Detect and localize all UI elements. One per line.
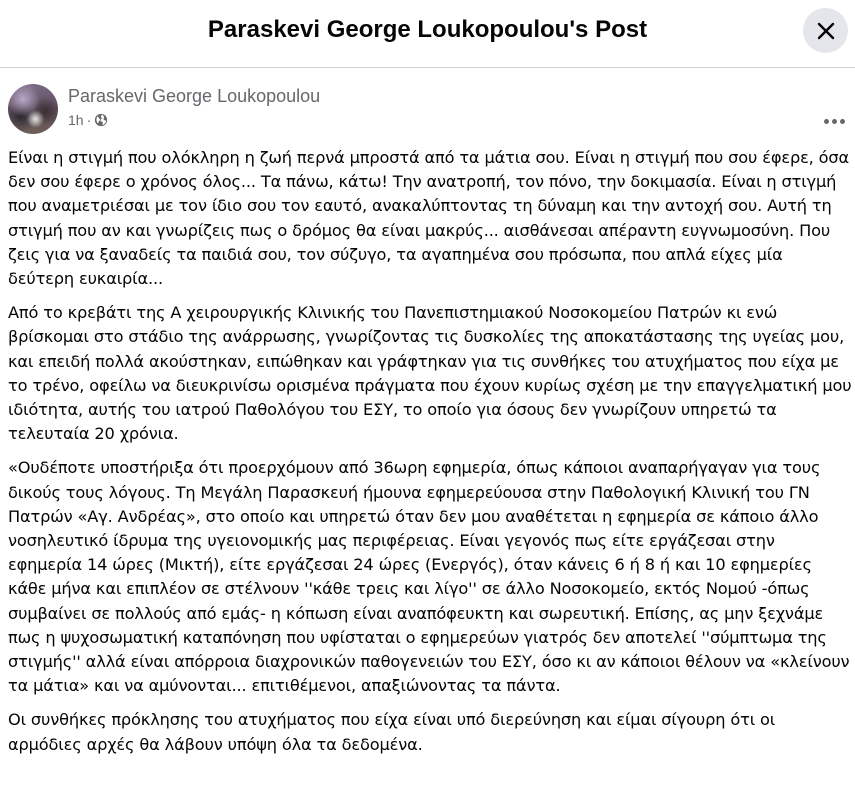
post-paragraph: Οι συνθήκες πρόκλησης του ατυχήματος που είχα είναι υπό διερεύνηση και είμαι σίγουρη ότι οι αρμόδιες αρχές θα λάβουν υπόψη όλα τα δεδομένα. (8, 710, 776, 754)
post-header (8, 84, 848, 134)
more-options-dot (840, 119, 845, 124)
author-name[interactable]: Paraskevi George Loukopoulou (68, 86, 321, 106)
post-paragraph: Από το κρεβάτι της Α χειρουργικής Κλινικής του Πανεπιστημιακού Νοσοκομείου Πατρών κι ενώ βρίσκομαι στο στάδιο της ανάρρωσης, γνωρίζοντας τις δυσκολίες της αποκατάστασης της υγείας μου, και επειδή πολλά ακούστηκαν, ειπώθηκαν και γράφτηκαν για τις συνθήκες του ατυχήματος που είχα με το τρένο, οφείλω να διευκρινίσω ορισμένα πράγματα που έχουν κυρίως σχέση με την επαγγελματική μου ιδιότητα, αυτής του ιατρού Παθολόγου του ΕΣΥ, το οποίο για όσους δεν γνωρίζουν υπηρετώ τα τελευταία 20 χρόνια. (8, 303, 852, 444)
post-body (8, 146, 853, 767)
dialog-title: Paraskevi George Loukopoulou's Post (207, 16, 648, 43)
post-meta (68, 111, 108, 129)
close-button[interactable] (803, 8, 848, 53)
avatar[interactable] (8, 84, 58, 134)
meta-separator: · (86, 112, 92, 128)
post-timestamp[interactable]: 1h (68, 112, 84, 128)
more-options-dot (832, 119, 837, 124)
post-paragraph: Είναι η στιγμή που ολόκληρη η ζωή περνά μπροστά από τα μάτια σου. Είναι η στιγμή που σου έφερε, όσα δεν σου έφερε ο χρόνος όλος... Τα πάνω, κάτω! Την ανατροπή, τον πόνο, την δοκιμασία. Είναι η στιγμή που αναμετριέσαι με τον ίδιο σου τον εαυτό, ανακαλύπτοντας τη δύναμη και την αντοχή σου. Αυτή τη στιγμή που αν και γνωρίζεις πως ο δρόμος θα είναι μακρύς... αισθάνεσαι απέραντη ευγνωμοσύνη. Που ζεις για να ξαναδείς τα παιδιά σου, τον σύζυγο, τα αγαπημένα σου πρόσωπα, που απλά είχες μία δεύτερη ευκαιρία... (8, 148, 850, 289)
post-paragraph: «Ουδέποτε υποστήριξα ότι προερχόμουν από 36ωρη εφημερία, όπως κάποιοι αναπαρήγαγαν για τους δικούς τους λόγους. Τη Μεγάλη Παρασκευή ήμουνα εφημερεύουσα στην Παθολογική Κλινική του ΓΝ Πατρών «Αγ. Ανδρέας», στο οποίο και υπηρετώ όταν δεν μου αναθέτεται η εφημερία σε κάποιο άλλο νοσηλευτικό ίδρυμα της υγειονομικής μας περιφέρειας. Είναι γεγονός πως είτε εργάζεσαι στην εφημερία 14 ώρες (Μικτή), είτε εργάζεσαι 24 ώρες (Ενεργός), όταν κάνεις 6 ή 8 ή και 10 εφημερίες κάθε μήνα και επιπλέον σε στέλνουν ''κάθε τρεις και λίγο'' σε άλλο Νοσοκομείο, εκτός Νομού -όπως συμβαίνει σε πολλούς από εμάς- η κόπωση είναι αναπόφευκτη και σωρευτική. Επίσης, ας μην ξεχνάμε πως η ψυχοσωματική καταπόνηση που υφίσταται ο εφημερεύων γιατρός δεν αποτελεί ''σύμπτωμα της στιγμής'' αλλά είναι απόρροια διαχρονικών παθογενειών του ΕΣΥ, όσο κι αν κάποιοι θέλουν να «κλείνουν τα μάτια» και να αμύνονται... επιτιθέμενοι, απαξιώνοντας τα πάντα. (8, 458, 850, 696)
dialog-header (0, 0, 855, 68)
more-options-button[interactable] (816, 110, 852, 132)
close-icon (816, 21, 836, 41)
more-options-icon (824, 119, 829, 124)
globe-icon[interactable] (94, 113, 108, 127)
